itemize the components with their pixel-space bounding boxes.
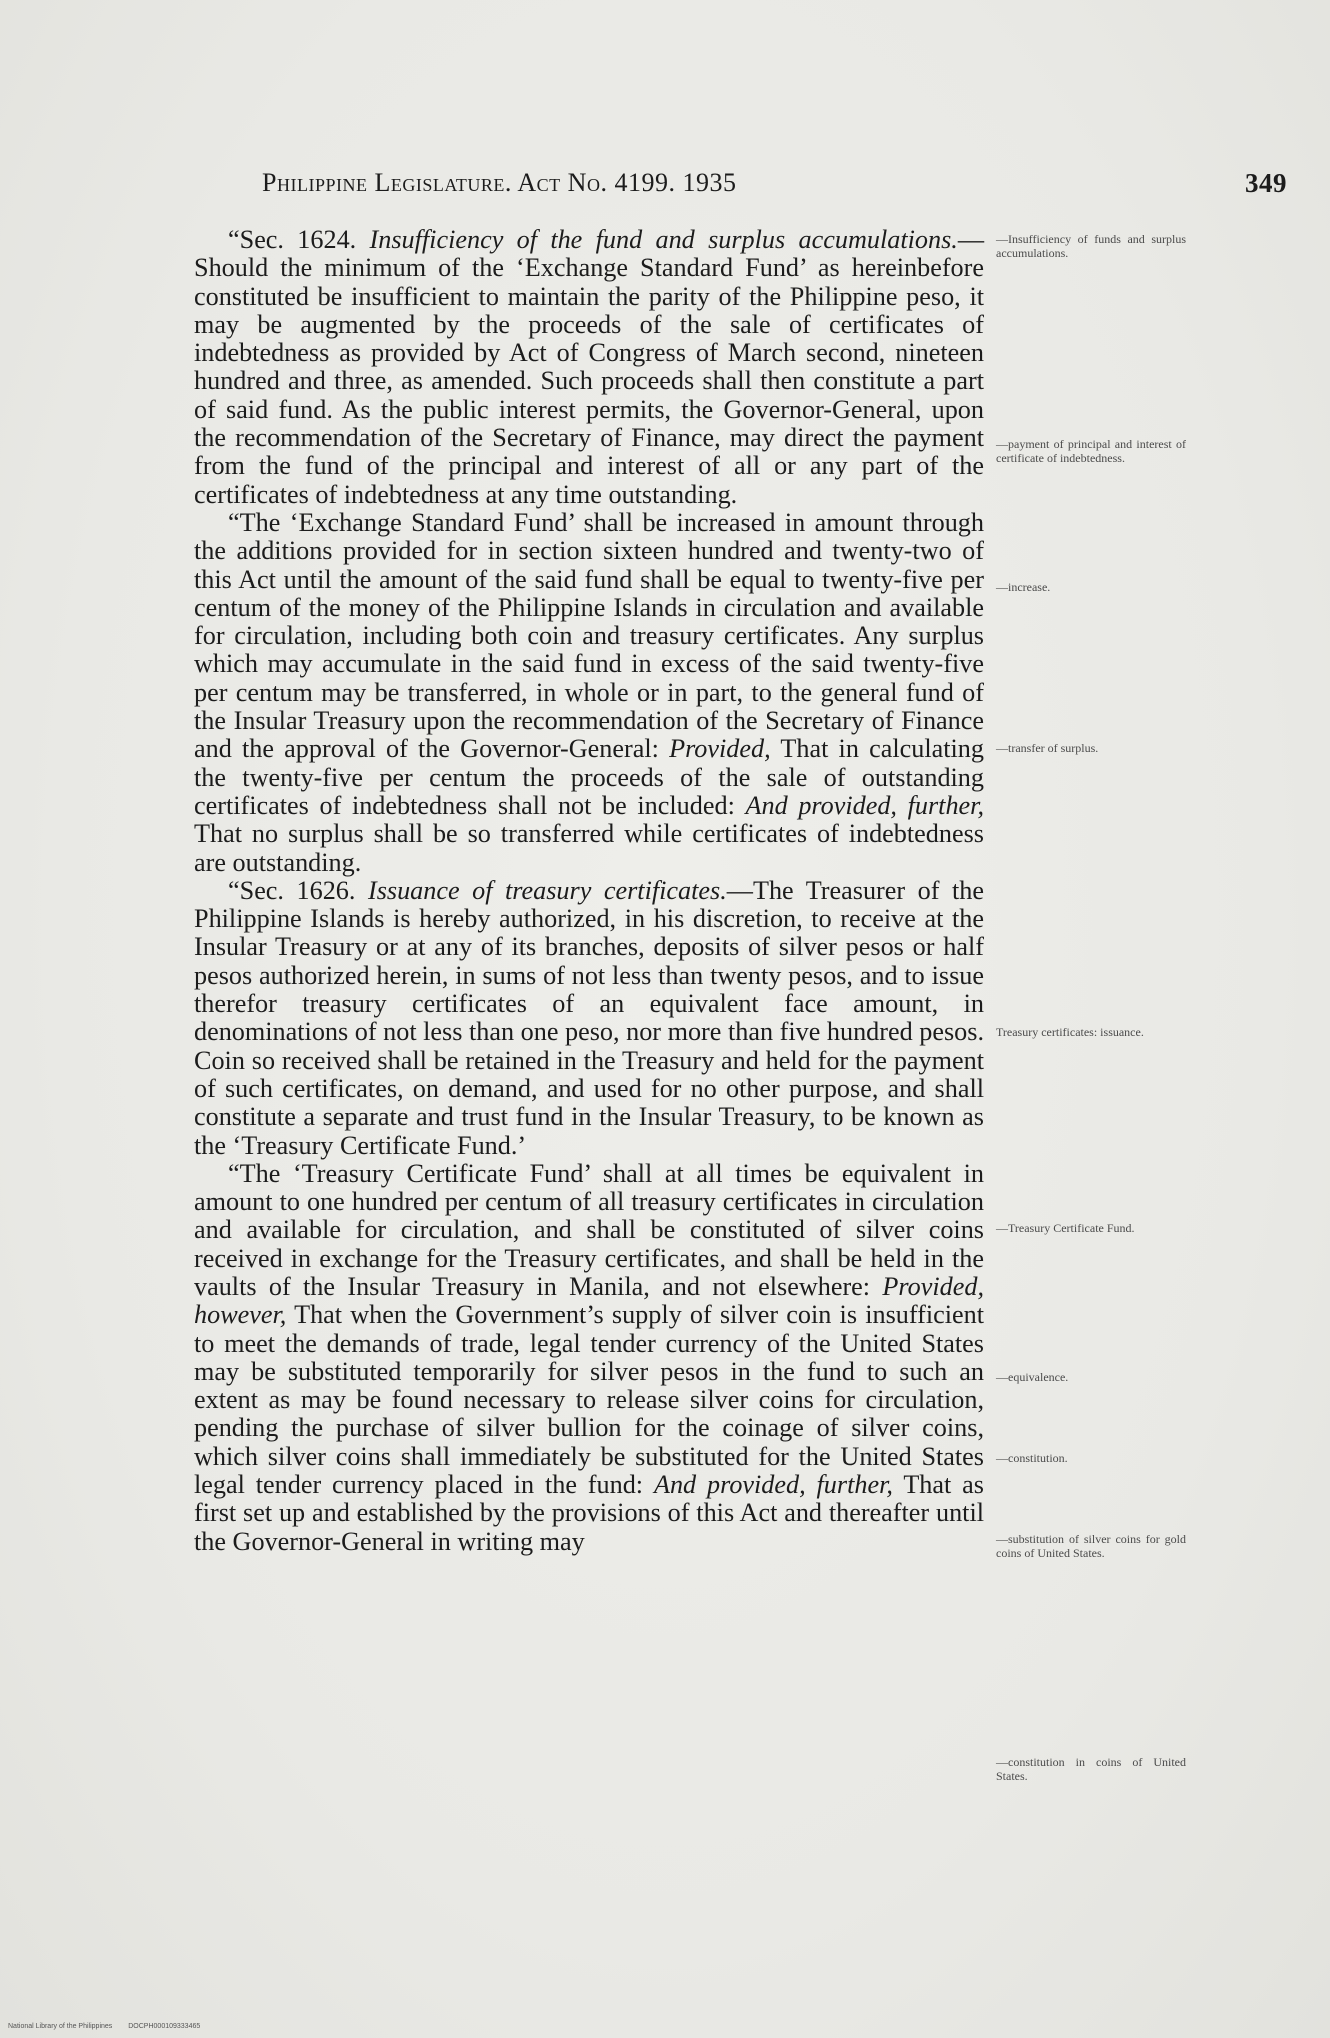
proviso-label: Provided, — [669, 734, 771, 764]
margin-note: —substitution of silver coins for gold coins of United States. — [996, 1532, 1186, 1560]
section-heading: Issuance of treasury certificates. — [367, 875, 727, 905]
margin-note: —constitution. — [996, 1451, 1068, 1465]
margin-note: —increase. — [996, 580, 1051, 594]
section-lead: “Sec. 1624. — [228, 225, 370, 254]
page-number: 349 — [1245, 168, 1287, 198]
margin-note: —constitution in coins of United States. — [996, 1755, 1186, 1783]
paragraph-text: That in calculating the twenty-five per centum the proceeds of the sale of outstanding certificates of indebtedness shall not be included: — [194, 734, 984, 820]
section-heading: Insufficiency of the fund and surplus accumulations. — [369, 225, 958, 254]
footer-library: National Library of the Philippines — [8, 2023, 113, 2030]
paragraph-exchange-standard-fund — [194, 509, 984, 877]
paragraph-sec-1626 — [194, 877, 984, 1160]
margin-note: —Insufficiency of funds and surplus accumulations. — [996, 232, 1186, 260]
paragraph-text: That no surplus shall be so transferred while certificates of indebtedness are outstanding. — [194, 819, 984, 877]
margin-note: —equivalence. — [996, 1370, 1069, 1384]
proviso-label: Provided, however, — [194, 1271, 984, 1330]
margin-note: —transfer of surplus. — [996, 741, 1099, 755]
paragraph-text: —Should the minimum of the ‘Exchange Standard Fund’ as hereinbefore constituted be insufficient to maintain the parity of the Philippine peso, it may be augmented by the proceeds of the sale of certificates of indebtedness as provided by Act of Congress of March second, nineteen hundred and three, as amended. Such proceeds shall then constitute a part of said fund. As the public interest permits, the Governor-General, upon the recommendation of the Secretary of Finance, may direct the payment from the fund of the principal and interest of all or any part of the certificates of indebtedness at any time outstanding. — [194, 225, 984, 509]
paragraph-text: “The ‘Exchange Standard Fund’ shall be increased in amount through the additions provided for in section sixteen hundred and twenty-two of this Act until the amount of the said fund shall be equal to twenty-five per centum of the money of the Philippine Islands in circulation and available for circulation, including both coin and treasury certificates. Any surplus which may accumulate in the said fund in excess of the said twenty-five per centum may be transferred, in whole or in part, to the general fund of the Insular Treasury upon the recommendation of the Secretary of Finance and the approval of the Governor-General: — [194, 507, 984, 764]
margin-note: —payment of principal and interest of certificate of indebtedness. — [996, 437, 1186, 465]
margin-note: —Treasury Certificate Fund. — [996, 1221, 1135, 1235]
paragraph-text: That when the Government’s supply of silver coin is insufficient to meet the demands of trade, legal tender currency of the United States may be substituted temporarily for silver pesos in the fund to such an extent as may be found necessary to release silver coins for circulation, pending the purchase of silver bullion for the coinage of silver coins, which silver coins shall immediately be substituted for the United States legal tender currency placed in the fund: — [194, 1300, 984, 1500]
proviso-label: And provided, further, — [653, 1470, 893, 1500]
running-header — [262, 168, 1287, 202]
paragraph-text: “The ‘Treasury Certificate Fund’ shall at all times be equivalent in amount to one hundred per centum of all treasury certificates in circulation and available for circulation, and shall be constituted of silver coins received in exchange for the Treasury certificates, and shall be held in the vaults of the Insular Treasury in Manila, and not elsewhere: — [194, 1158, 984, 1301]
main-text — [194, 226, 984, 1556]
proviso-label: And provided, further, — [745, 790, 985, 820]
running-title: Philippine Legislature. Act No. 4199. 1935 — [262, 168, 737, 197]
section-lead: “Sec. 1626. — [228, 875, 368, 905]
paragraph-text: That as first set up and established by the provisions of this Act and thereafter until the Governor-General in writing may — [194, 1470, 984, 1556]
margin-note: Treasury certificates: issuance. — [996, 1025, 1144, 1039]
scan-footer — [8, 2023, 214, 2030]
paragraph-sec-1624 — [194, 226, 984, 509]
paragraph-text: —The Treasurer of the Philippine Islands is hereby authorized, in his discretion, to receive at the Insular Treasury or at any of its branches, deposits of silver pesos or half pesos authorized herein, in sums of not less than twenty pesos, and to issue therefor treasury certificates of an equivalent face amount, in denominations of not less than one peso, nor more than five hundred pesos. Coin so received shall be retained in the Treasury and held for the payment of such certificates, on demand, and used for no other purpose, and shall constitute a separate and trust fund in the Insular Treasury, to be known as the ‘Treasury Certificate Fund.’ — [194, 875, 984, 1160]
footer-id: DOCPH000109333465 — [128, 2023, 201, 2030]
paragraph-treasury-certificate-fund — [194, 1160, 984, 1556]
